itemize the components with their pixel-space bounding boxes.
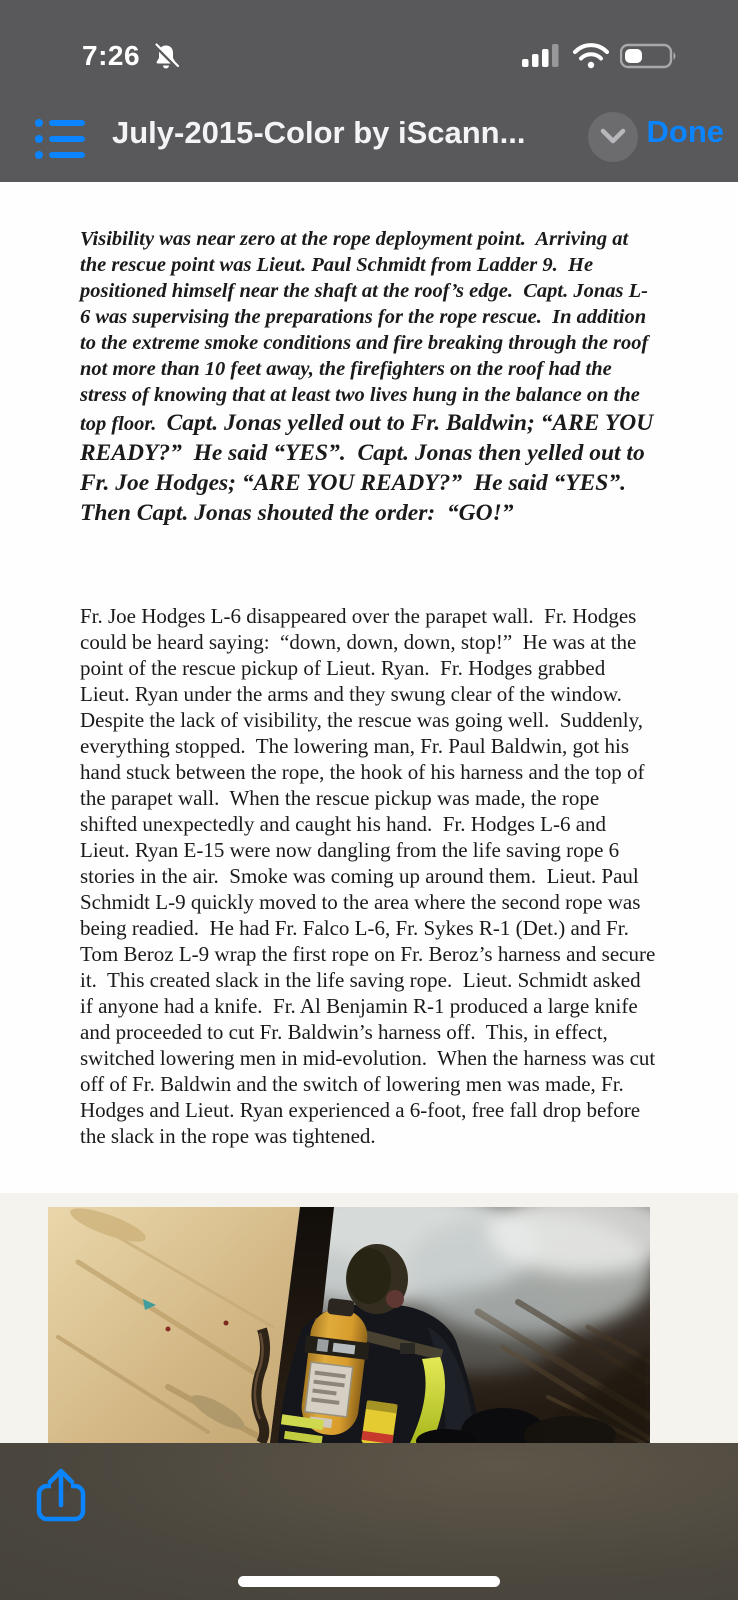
cellular-signal-icon	[522, 42, 562, 75]
bottom-toolbar	[0, 1443, 738, 1600]
paragraph-two: Fr. Joe Hodges L-6 disappeared over the parapet wall. Fr. Hodges could be heard saying: “down, down, down, stop!” He was at the point of the rescue pickup of Lieut. Ryan. Fr. Hodges grabbed Lieut. Ryan under the arms and they swung clear of the window. Despite the lack of visibility, the rescue was going well. Suddenly, everything stopped. The lowering man, Fr. Paul Baldwin, got his hand stuck between the rope, the hook of his harness and the top of the parapet wall. When the rescue pickup was made, the rope shifted unexpectedly and caught his hand. Fr. Hodges L-6 and Lieut. Ryan E-15 were now dangling from the life saving rope 6 stories in the air. Smoke was coming up around them. Lieut. Paul Schmidt L-9 quickly moved to the area where the second rope was being readied. He had Fr. Falco L-6, Fr. Sykes R-1 (Det.) and Fr. Tom Beroz L-9 wrap the first rope on Fr. Beroz’s harness and secure it. This created slack in the life saving rope. Lieut. Schmidt asked if anyone had a knife. Fr. Al Benjamin R-1 produced a large knife and proceeded to cut Fr. Baldwin’s harness off. This, in effect, switched lowering men in mid-evolution. When the harness was cut off of Fr. Baldwin and the switch of lowering men was made, Fr. Hodges and Lieut. Ryan experienced a 6-foot, free fall drop before the slack in the rope was tightened.	[80, 604, 661, 1148]
page-list-menu-button[interactable]	[30, 110, 88, 168]
paragraph-lead-normal: Visibility was near zero at the rope deployment point. Arriving at the rescue point was Lieut. Paul Schmidt from Ladder 9. He positioned himself near the shaft at the roof’s edge. Capt. Jonas L-6 was supervising the preparations for the rope rescue. In addition to the extreme smoke conditions and fire breaking through the roof not more than 10 feet away, the firefighters on the roof had the stress of knowing that at least two lives hung in the balance on the top floor.	[80, 228, 654, 435]
chevron-down-icon	[600, 127, 626, 148]
paragraph-lead	[80, 226, 658, 528]
nav-bar	[0, 104, 738, 178]
share-button[interactable]	[34, 1467, 88, 1523]
document-text	[80, 190, 661, 1338]
done-button[interactable]: Done	[646, 114, 724, 149]
share-export-icon	[34, 1511, 88, 1526]
paragraph-lead-large: Capt. Jonas yelled out to Fr. Baldwin; “ARE YOU READY?” He said “YES”. Capt. Jonas then yelled out to Fr. Joe Hodges; “ARE YOU READY?” He said “YES”. Then Capt. Jonas shouted the order: “GO!”	[80, 410, 660, 526]
title-chevron-button[interactable]	[588, 112, 638, 162]
wifi-icon	[573, 42, 609, 75]
top-chrome	[0, 0, 738, 182]
notifications-muted-icon	[151, 42, 181, 77]
document-title: July-2015-Color by iScann...	[112, 115, 526, 150]
home-indicator[interactable]	[238, 1576, 500, 1587]
battery-icon	[620, 42, 680, 75]
status-time: 7:26	[82, 40, 141, 71]
firefighter-photo	[48, 1207, 650, 1443]
scanned-photo-page	[0, 1193, 738, 1443]
status-icons	[522, 42, 680, 75]
